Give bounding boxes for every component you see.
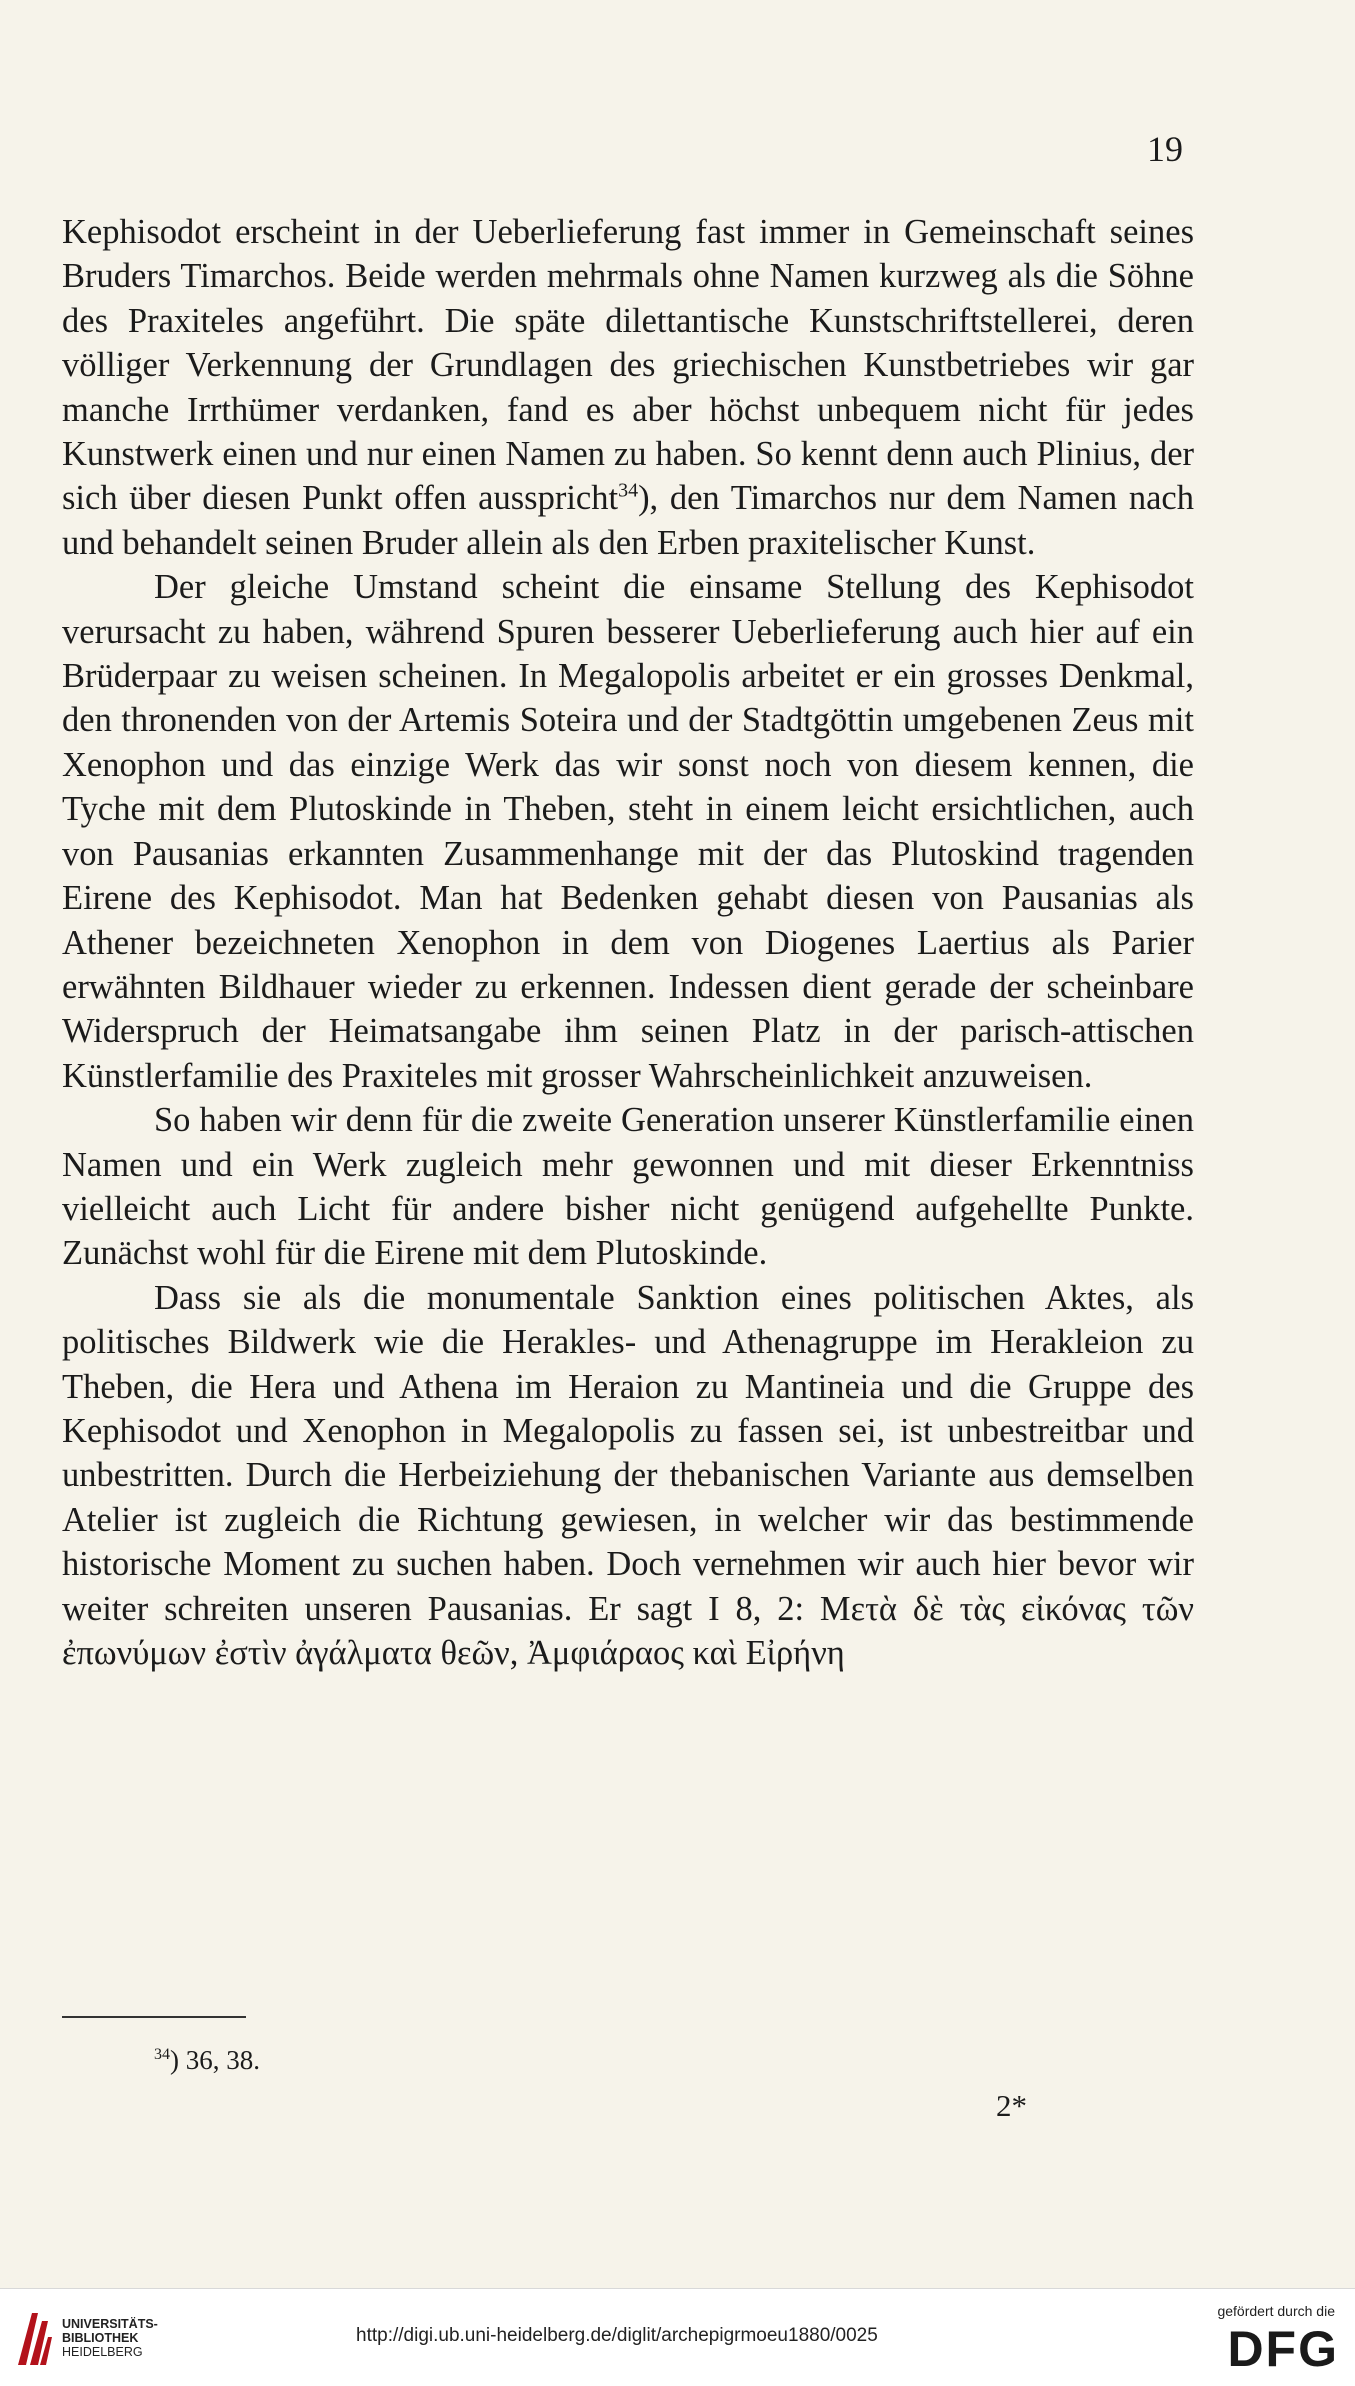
page-number: 19 <box>1147 129 1183 169</box>
printer-signature: 2* <box>996 2088 1027 2123</box>
paragraph-4: Dass sie als die monumentale Sanktion eines politischen Aktes, als politisches Bildwerk wie die Herakles- und Athenagruppe im Herakleion zu Theben, die Hera und Athena im Heraion zu Mantineia und die Gruppe des Kephisodot und Xenophon in Megalopolis zu fassen sei, ist unbestreitbar und unbestritten. Durch die Herbeiziehung der thebanischen Variante aus demselben Atelier ist zugleich die Richtung gewiesen, in welcher wir das bestimmende historische Moment zu suchen haben. Doch vernehmen wir auch hier bevor wir weiter schreiten unseren Pausanias. Er sagt I 8, 2: Μετὰ δὲ τὰς εἰκόνας τῶν ἐπωνύμων ἐστὶν ἀγάλματα θεῶν, Ἀμφιάραος καὶ Εἰρήνη <box>62 1278 1194 1672</box>
institution-line-2: BIBLIOTHEK <box>62 2331 139 2345</box>
paragraph-1-tail: ), den Timarchos nur dem Namen nach und behandelt seinen Bruder allein als den Erben praxitelischer Kunst. <box>62 479 1194 562</box>
footer-bar <box>0 2288 1355 2386</box>
footnote-mark: 34 <box>154 2046 170 2063</box>
body-text <box>62 210 1194 1675</box>
footnote-divider <box>62 2016 246 2018</box>
institution-line-3: HEIDELBERG <box>62 2345 143 2359</box>
paragraph-2: Der gleiche Umstand scheint die einsame Stellung des Kephisodot verursacht zu haben, während Spuren besserer Ueberlieferung auch hier auf ein Brüderpaar zu weisen scheinen. In Megalopolis arbeitet er ein grosses Denkmal, den thronenden von der Artemis Soteira und der Stadtgöttin umgebenen Zeus mit Xenophon und das einzige Werk das wir sonst noch von diesem kennen, die Tyche mit dem Plutoskinde in Theben, steht in einem leicht ersichtlichen, auch von Pausanias erkannten Zusammenhange mit der das Plutoskind tragenden Eirene des Kephisodot. Man hat Bedenken gehabt diesen von Pausanias als Athener bezeichneten Xenophon in dem von Diogenes Laertius als Parier erwähnten Bildhauer wieder zu erkennen. Indessen dient gerade der scheinbare Widerspruch der Heimatsangabe ihm seinen Platz in der parisch-attischen Künstlerfamilie des Praxiteles mit grosser Wahrscheinlichkeit anzuweisen. <box>62 568 1194 1095</box>
institution-line-1: UNIVERSITÄTS- <box>62 2317 158 2331</box>
paragraph-3: So haben wir denn für die zweite Generation unserer Künstlerfamilie einen Namen und ein Werk zugleich mehr gewonnen und mit dieser Erkenntniss vielleicht auch Licht für andere bisher nicht genügend aufgehellte Punkte. Zunächst wohl für die Eirene mit dem Plutoskinde. <box>62 1101 1194 1273</box>
permalink-url[interactable]: http://digi.ub.uni-heidelberg.de/diglit/archepigrmoeu1880/0025 <box>356 2325 878 2346</box>
footnote-reference[interactable]: 34 <box>618 479 639 502</box>
funder-caption: gefördert durch die <box>1217 2303 1335 2319</box>
paragraph-1-text: Kephisodot erscheint in der Ueberlieferung fast immer in Gemeinschaft seines Bruders Timarchos. Beide werden mehrmals ohne Namen kurzweg als die Söhne des Praxiteles angeführt. Die späte dilettantische Kunstschriftstellerei, deren völliger Verkennung der Grundlagen des griechischen Kunstbetriebes wir gar manche Irrthümer verdanken, fand es aber höchst unbequem nicht für jedes Kunstwerk einen und nur einen Namen zu haben. So kennt denn auch Plinius, der sich über diesen Punkt offen ausspricht <box>62 213 1194 518</box>
footnote <box>154 2045 260 2076</box>
dfg-logo: DFG <box>1227 2321 1339 2377</box>
institution-name <box>62 2317 158 2359</box>
university-library-logo-icon <box>14 2307 54 2369</box>
footnote-text: ) 36, 38. <box>170 2045 260 2075</box>
paragraph-1 <box>62 210 1194 565</box>
